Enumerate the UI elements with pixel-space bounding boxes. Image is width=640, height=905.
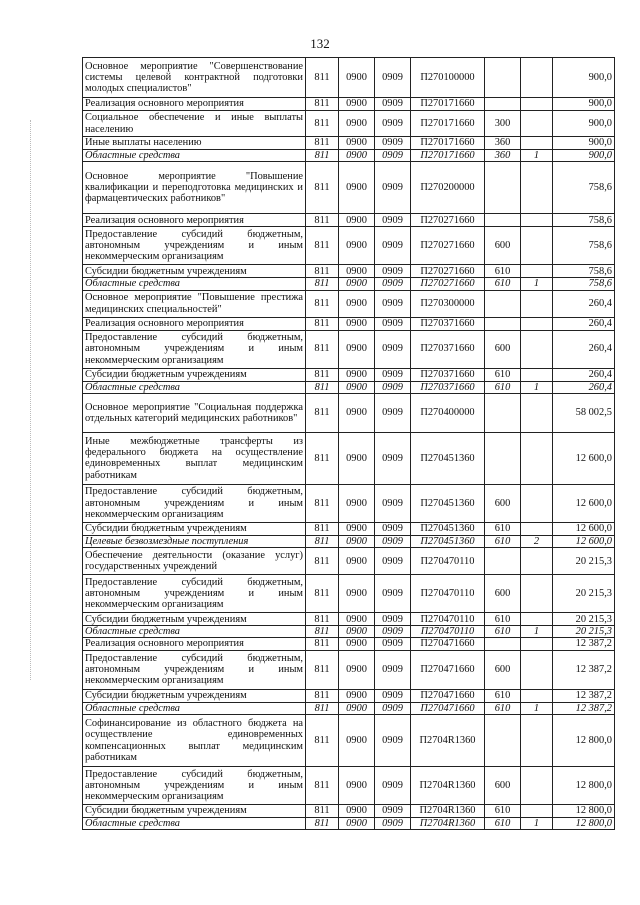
section-code: 0900 bbox=[339, 767, 375, 805]
budget-item-name: Реализация основного мероприятия bbox=[83, 98, 306, 111]
grbs-code: 811 bbox=[306, 702, 339, 714]
subsection-code: 0909 bbox=[375, 137, 411, 150]
section-code: 0900 bbox=[339, 613, 375, 626]
table-row bbox=[83, 265, 615, 278]
table-row bbox=[83, 432, 615, 484]
budget-item-name: Предоставление субсидий бюджетным, автономным учреждениям и иным некоммерческим организациям bbox=[83, 227, 306, 265]
expense-type-code: 610 bbox=[485, 522, 521, 535]
amount: 260,4 bbox=[553, 317, 615, 330]
budget-item-name: Реализация основного мероприятия bbox=[83, 317, 306, 330]
budget-item-name: Субсидии бюджетным учреждениям bbox=[83, 689, 306, 702]
amount: 12 800,0 bbox=[553, 715, 615, 767]
table-row bbox=[83, 98, 615, 111]
target-article-code: П270451360 bbox=[411, 484, 485, 522]
subsection-code: 0909 bbox=[375, 214, 411, 227]
budget-table bbox=[82, 57, 615, 830]
amount: 900,0 bbox=[553, 137, 615, 150]
table-row bbox=[83, 484, 615, 522]
funding-source-code bbox=[521, 767, 553, 805]
table-row bbox=[83, 805, 615, 818]
section-code: 0900 bbox=[339, 702, 375, 714]
funding-source-code bbox=[521, 317, 553, 330]
table-row bbox=[83, 162, 615, 214]
target-article-code: П2704R1360 bbox=[411, 805, 485, 818]
funding-source-code bbox=[521, 805, 553, 818]
subsection-code: 0909 bbox=[375, 162, 411, 214]
budget-item-name: Предоставление субсидий бюджетным, автономным учреждениям и иным некоммерческим организациям bbox=[83, 767, 306, 805]
amount: 900,0 bbox=[553, 58, 615, 98]
target-article-code: П270470110 bbox=[411, 613, 485, 626]
section-code: 0900 bbox=[339, 535, 375, 547]
table-row bbox=[83, 626, 615, 638]
funding-source-code bbox=[521, 548, 553, 575]
table-row bbox=[83, 535, 615, 547]
table-row bbox=[83, 702, 615, 714]
section-code: 0900 bbox=[339, 805, 375, 818]
grbs-code: 811 bbox=[306, 626, 339, 638]
amount: 260,4 bbox=[553, 381, 615, 393]
subsection-code: 0909 bbox=[375, 535, 411, 547]
section-code: 0900 bbox=[339, 818, 375, 830]
budget-item-name: Областные средства bbox=[83, 150, 306, 162]
amount: 758,6 bbox=[553, 162, 615, 214]
subsection-code: 0909 bbox=[375, 626, 411, 638]
amount: 12 800,0 bbox=[553, 805, 615, 818]
expense-type-code: 300 bbox=[485, 111, 521, 137]
budget-item-name: Областные средства bbox=[83, 278, 306, 290]
amount: 12 387,2 bbox=[553, 702, 615, 714]
expense-type-code bbox=[485, 58, 521, 98]
amount: 758,6 bbox=[553, 214, 615, 227]
table-row bbox=[83, 317, 615, 330]
grbs-code: 811 bbox=[306, 381, 339, 393]
target-article-code: П270200000 bbox=[411, 162, 485, 214]
funding-source-code bbox=[521, 638, 553, 650]
grbs-code: 811 bbox=[306, 638, 339, 650]
table-row bbox=[83, 111, 615, 137]
target-article-code: П270171660 bbox=[411, 137, 485, 150]
funding-source-code: 1 bbox=[521, 702, 553, 714]
table-row bbox=[83, 522, 615, 535]
amount: 900,0 bbox=[553, 111, 615, 137]
budget-item-name: Областные средства bbox=[83, 381, 306, 393]
grbs-code: 811 bbox=[306, 650, 339, 689]
section-code: 0900 bbox=[339, 111, 375, 137]
target-article-code: П270171660 bbox=[411, 150, 485, 162]
target-article-code: П270451360 bbox=[411, 522, 485, 535]
target-article-code: П270371660 bbox=[411, 381, 485, 393]
target-article-code: П270471660 bbox=[411, 689, 485, 702]
section-code: 0900 bbox=[339, 484, 375, 522]
section-code: 0900 bbox=[339, 265, 375, 278]
target-article-code: П2704R1360 bbox=[411, 818, 485, 830]
grbs-code: 811 bbox=[306, 548, 339, 575]
budget-item-name: Основное мероприятие "Повышение престижа медицинских специальностей" bbox=[83, 290, 306, 317]
amount: 20 215,3 bbox=[553, 548, 615, 575]
expense-type-code: 610 bbox=[485, 805, 521, 818]
funding-source-code bbox=[521, 98, 553, 111]
expense-type-code bbox=[485, 214, 521, 227]
expense-type-code bbox=[485, 317, 521, 330]
table-row bbox=[83, 214, 615, 227]
budget-item-name: Субсидии бюджетным учреждениям bbox=[83, 265, 306, 278]
expense-type-code: 610 bbox=[485, 613, 521, 626]
budget-item-name: Основное мероприятие "Социальная поддержка отдельных категорий медицинских работников" bbox=[83, 393, 306, 432]
subsection-code: 0909 bbox=[375, 767, 411, 805]
grbs-code: 811 bbox=[306, 432, 339, 484]
margin-dotted-line bbox=[30, 120, 31, 680]
page-number: 132 bbox=[310, 36, 330, 51]
grbs-code: 811 bbox=[306, 535, 339, 547]
target-article-code: П270271660 bbox=[411, 227, 485, 265]
funding-source-code bbox=[521, 522, 553, 535]
funding-source-code: 1 bbox=[521, 150, 553, 162]
subsection-code: 0909 bbox=[375, 150, 411, 162]
budget-item-name: Областные средства bbox=[83, 702, 306, 714]
table-row bbox=[83, 137, 615, 150]
subsection-code: 0909 bbox=[375, 330, 411, 368]
target-article-code: П270471660 bbox=[411, 702, 485, 714]
amount: 12 600,0 bbox=[553, 522, 615, 535]
grbs-code: 811 bbox=[306, 767, 339, 805]
table-row bbox=[83, 227, 615, 265]
section-code: 0900 bbox=[339, 715, 375, 767]
section-code: 0900 bbox=[339, 58, 375, 98]
amount: 20 215,3 bbox=[553, 575, 615, 613]
grbs-code: 811 bbox=[306, 818, 339, 830]
funding-source-code bbox=[521, 265, 553, 278]
expense-type-code: 600 bbox=[485, 767, 521, 805]
budget-item-name: Предоставление субсидий бюджетным, автономным учреждениям и иным некоммерческим организациям bbox=[83, 330, 306, 368]
section-code: 0900 bbox=[339, 317, 375, 330]
budget-item-name: Основное мероприятие "Повышение квалификации и переподготовка медицинских и фармацевтических работников" bbox=[83, 162, 306, 214]
grbs-code: 811 bbox=[306, 58, 339, 98]
target-article-code: П270451360 bbox=[411, 432, 485, 484]
budget-item-name: Основное мероприятие "Совершенствование системы целевой контрактной подготовки молодых специалистов" bbox=[83, 58, 306, 98]
subsection-code: 0909 bbox=[375, 393, 411, 432]
section-code: 0900 bbox=[339, 330, 375, 368]
subsection-code: 0909 bbox=[375, 650, 411, 689]
amount: 58 002,5 bbox=[553, 393, 615, 432]
amount: 900,0 bbox=[553, 98, 615, 111]
subsection-code: 0909 bbox=[375, 290, 411, 317]
table-row bbox=[83, 393, 615, 432]
amount: 12 800,0 bbox=[553, 767, 615, 805]
expense-type-code bbox=[485, 432, 521, 484]
section-code: 0900 bbox=[339, 278, 375, 290]
funding-source-code bbox=[521, 111, 553, 137]
expense-type-code: 610 bbox=[485, 265, 521, 278]
grbs-code: 811 bbox=[306, 613, 339, 626]
grbs-code: 811 bbox=[306, 522, 339, 535]
target-article-code: П270470110 bbox=[411, 575, 485, 613]
subsection-code: 0909 bbox=[375, 702, 411, 714]
amount: 758,6 bbox=[553, 278, 615, 290]
subsection-code: 0909 bbox=[375, 265, 411, 278]
budget-item-name: Реализация основного мероприятия bbox=[83, 638, 306, 650]
target-article-code: П270371660 bbox=[411, 317, 485, 330]
table-row bbox=[83, 650, 615, 689]
budget-item-name: Субсидии бюджетным учреждениям bbox=[83, 805, 306, 818]
section-code: 0900 bbox=[339, 150, 375, 162]
amount: 758,6 bbox=[553, 227, 615, 265]
subsection-code: 0909 bbox=[375, 818, 411, 830]
amount: 12 600,0 bbox=[553, 535, 615, 547]
expense-type-code bbox=[485, 715, 521, 767]
expense-type-code: 610 bbox=[485, 368, 521, 381]
target-article-code: П2704R1360 bbox=[411, 767, 485, 805]
grbs-code: 811 bbox=[306, 278, 339, 290]
grbs-code: 811 bbox=[306, 317, 339, 330]
section-code: 0900 bbox=[339, 638, 375, 650]
funding-source-code bbox=[521, 575, 553, 613]
section-code: 0900 bbox=[339, 575, 375, 613]
amount: 260,4 bbox=[553, 290, 615, 317]
subsection-code: 0909 bbox=[375, 58, 411, 98]
expense-type-code: 610 bbox=[485, 278, 521, 290]
table-row bbox=[83, 548, 615, 575]
target-article-code: П270471660 bbox=[411, 650, 485, 689]
funding-source-code: 2 bbox=[521, 535, 553, 547]
budget-item-name: Иные межбюджетные трансферты из федерального бюджета на осуществление единовременных выплат медицинским работникам bbox=[83, 432, 306, 484]
expense-type-code bbox=[485, 393, 521, 432]
funding-source-code bbox=[521, 58, 553, 98]
target-article-code: П270271660 bbox=[411, 214, 485, 227]
subsection-code: 0909 bbox=[375, 98, 411, 111]
amount: 260,4 bbox=[553, 368, 615, 381]
funding-source-code bbox=[521, 290, 553, 317]
section-code: 0900 bbox=[339, 548, 375, 575]
subsection-code: 0909 bbox=[375, 227, 411, 265]
subsection-code: 0909 bbox=[375, 522, 411, 535]
section-code: 0900 bbox=[339, 162, 375, 214]
section-code: 0900 bbox=[339, 650, 375, 689]
subsection-code: 0909 bbox=[375, 805, 411, 818]
target-article-code: П270100000 bbox=[411, 58, 485, 98]
expense-type-code: 610 bbox=[485, 535, 521, 547]
section-code: 0900 bbox=[339, 522, 375, 535]
target-article-code: П270371660 bbox=[411, 330, 485, 368]
expense-type-code: 610 bbox=[485, 381, 521, 393]
target-article-code: П270371660 bbox=[411, 368, 485, 381]
budget-item-name: Софинансирование из областного бюджета на осуществление единовременных компенсационных выплат медицинским работникам bbox=[83, 715, 306, 767]
section-code: 0900 bbox=[339, 137, 375, 150]
funding-source-code bbox=[521, 162, 553, 214]
table-row bbox=[83, 150, 615, 162]
budget-item-name: Целевые безвозмездные поступления bbox=[83, 535, 306, 547]
subsection-code: 0909 bbox=[375, 317, 411, 330]
table-row bbox=[83, 767, 615, 805]
grbs-code: 811 bbox=[306, 575, 339, 613]
subsection-code: 0909 bbox=[375, 613, 411, 626]
table-row bbox=[83, 613, 615, 626]
funding-source-code bbox=[521, 214, 553, 227]
target-article-code: П270300000 bbox=[411, 290, 485, 317]
budget-item-name: Реализация основного мероприятия bbox=[83, 214, 306, 227]
funding-source-code: 1 bbox=[521, 381, 553, 393]
funding-source-code bbox=[521, 484, 553, 522]
expense-type-code: 610 bbox=[485, 626, 521, 638]
amount: 12 387,2 bbox=[553, 638, 615, 650]
target-article-code: П270451360 bbox=[411, 535, 485, 547]
budget-item-name: Предоставление субсидий бюджетным, автономным учреждениям и иным некоммерческим организациям bbox=[83, 575, 306, 613]
subsection-code: 0909 bbox=[375, 368, 411, 381]
amount: 12 800,0 bbox=[553, 818, 615, 830]
table-row bbox=[83, 278, 615, 290]
expense-type-code bbox=[485, 162, 521, 214]
grbs-code: 811 bbox=[306, 150, 339, 162]
amount: 20 215,3 bbox=[553, 626, 615, 638]
table-row bbox=[83, 381, 615, 393]
funding-source-code bbox=[521, 227, 553, 265]
target-article-code: П270470110 bbox=[411, 626, 485, 638]
grbs-code: 811 bbox=[306, 265, 339, 278]
expense-type-code: 600 bbox=[485, 227, 521, 265]
subsection-code: 0909 bbox=[375, 381, 411, 393]
section-code: 0900 bbox=[339, 432, 375, 484]
amount: 20 215,3 bbox=[553, 613, 615, 626]
amount: 12 387,2 bbox=[553, 689, 615, 702]
expense-type-code bbox=[485, 548, 521, 575]
subsection-code: 0909 bbox=[375, 715, 411, 767]
grbs-code: 811 bbox=[306, 214, 339, 227]
grbs-code: 811 bbox=[306, 290, 339, 317]
expense-type-code: 610 bbox=[485, 689, 521, 702]
funding-source-code: 1 bbox=[521, 278, 553, 290]
target-article-code: П2704R1360 bbox=[411, 715, 485, 767]
budget-item-name: Предоставление субсидий бюджетным, автономным учреждениям и иным некоммерческим организациям bbox=[83, 484, 306, 522]
subsection-code: 0909 bbox=[375, 432, 411, 484]
section-code: 0900 bbox=[339, 214, 375, 227]
budget-item-name: Предоставление субсидий бюджетным, автономным учреждениям и иным некоммерческим организациям bbox=[83, 650, 306, 689]
section-code: 0900 bbox=[339, 381, 375, 393]
grbs-code: 811 bbox=[306, 98, 339, 111]
table-row bbox=[83, 58, 615, 98]
table-row bbox=[83, 638, 615, 650]
expense-type-code: 600 bbox=[485, 484, 521, 522]
subsection-code: 0909 bbox=[375, 638, 411, 650]
subsection-code: 0909 bbox=[375, 548, 411, 575]
funding-source-code: 1 bbox=[521, 626, 553, 638]
subsection-code: 0909 bbox=[375, 689, 411, 702]
grbs-code: 811 bbox=[306, 227, 339, 265]
funding-source-code bbox=[521, 613, 553, 626]
grbs-code: 811 bbox=[306, 484, 339, 522]
grbs-code: 811 bbox=[306, 689, 339, 702]
expense-type-code: 600 bbox=[485, 650, 521, 689]
funding-source-code bbox=[521, 330, 553, 368]
subsection-code: 0909 bbox=[375, 111, 411, 137]
grbs-code: 811 bbox=[306, 368, 339, 381]
expense-type-code: 360 bbox=[485, 150, 521, 162]
budget-item-name: Областные средства bbox=[83, 818, 306, 830]
expense-type-code: 360 bbox=[485, 137, 521, 150]
table-row bbox=[83, 715, 615, 767]
funding-source-code bbox=[521, 393, 553, 432]
target-article-code: П270471660 bbox=[411, 638, 485, 650]
table-row bbox=[83, 330, 615, 368]
funding-source-code bbox=[521, 715, 553, 767]
table-row bbox=[83, 689, 615, 702]
budget-table-body bbox=[83, 58, 615, 830]
amount: 758,6 bbox=[553, 265, 615, 278]
funding-source-code bbox=[521, 432, 553, 484]
section-code: 0900 bbox=[339, 393, 375, 432]
expense-type-code bbox=[485, 638, 521, 650]
grbs-code: 811 bbox=[306, 330, 339, 368]
section-code: 0900 bbox=[339, 626, 375, 638]
subsection-code: 0909 bbox=[375, 575, 411, 613]
funding-source-code bbox=[521, 368, 553, 381]
grbs-code: 811 bbox=[306, 137, 339, 150]
target-article-code: П270470110 bbox=[411, 548, 485, 575]
expense-type-code: 600 bbox=[485, 330, 521, 368]
amount: 260,4 bbox=[553, 330, 615, 368]
expense-type-code: 600 bbox=[485, 575, 521, 613]
funding-source-code bbox=[521, 689, 553, 702]
budget-item-name: Субсидии бюджетным учреждениям bbox=[83, 613, 306, 626]
budget-item-name: Социальное обеспечение и иные выплаты населению bbox=[83, 111, 306, 137]
expense-type-code bbox=[485, 290, 521, 317]
budget-item-name: Субсидии бюджетным учреждениям bbox=[83, 522, 306, 535]
grbs-code: 811 bbox=[306, 162, 339, 214]
grbs-code: 811 bbox=[306, 715, 339, 767]
funding-source-code bbox=[521, 137, 553, 150]
funding-source-code: 1 bbox=[521, 818, 553, 830]
target-article-code: П270171660 bbox=[411, 98, 485, 111]
grbs-code: 811 bbox=[306, 393, 339, 432]
amount: 12 600,0 bbox=[553, 484, 615, 522]
funding-source-code bbox=[521, 650, 553, 689]
budget-item-name: Областные средства bbox=[83, 626, 306, 638]
amount: 12 600,0 bbox=[553, 432, 615, 484]
table-row bbox=[83, 368, 615, 381]
section-code: 0900 bbox=[339, 689, 375, 702]
table-row bbox=[83, 290, 615, 317]
target-article-code: П270400000 bbox=[411, 393, 485, 432]
section-code: 0900 bbox=[339, 290, 375, 317]
section-code: 0900 bbox=[339, 368, 375, 381]
subsection-code: 0909 bbox=[375, 278, 411, 290]
subsection-code: 0909 bbox=[375, 484, 411, 522]
budget-item-name: Иные выплаты населению bbox=[83, 137, 306, 150]
table-row bbox=[83, 575, 615, 613]
target-article-code: П270271660 bbox=[411, 278, 485, 290]
section-code: 0900 bbox=[339, 98, 375, 111]
target-article-code: П270171660 bbox=[411, 111, 485, 137]
target-article-code: П270271660 bbox=[411, 265, 485, 278]
table-row bbox=[83, 818, 615, 830]
section-code: 0900 bbox=[339, 227, 375, 265]
expense-type-code: 610 bbox=[485, 702, 521, 714]
budget-item-name: Обеспечение деятельности (оказание услуг) государственных учреждений bbox=[83, 548, 306, 575]
expense-type-code bbox=[485, 98, 521, 111]
grbs-code: 811 bbox=[306, 805, 339, 818]
amount: 12 387,2 bbox=[553, 650, 615, 689]
grbs-code: 811 bbox=[306, 111, 339, 137]
amount: 900,0 bbox=[553, 150, 615, 162]
budget-item-name: Субсидии бюджетным учреждениям bbox=[83, 368, 306, 381]
expense-type-code: 610 bbox=[485, 818, 521, 830]
